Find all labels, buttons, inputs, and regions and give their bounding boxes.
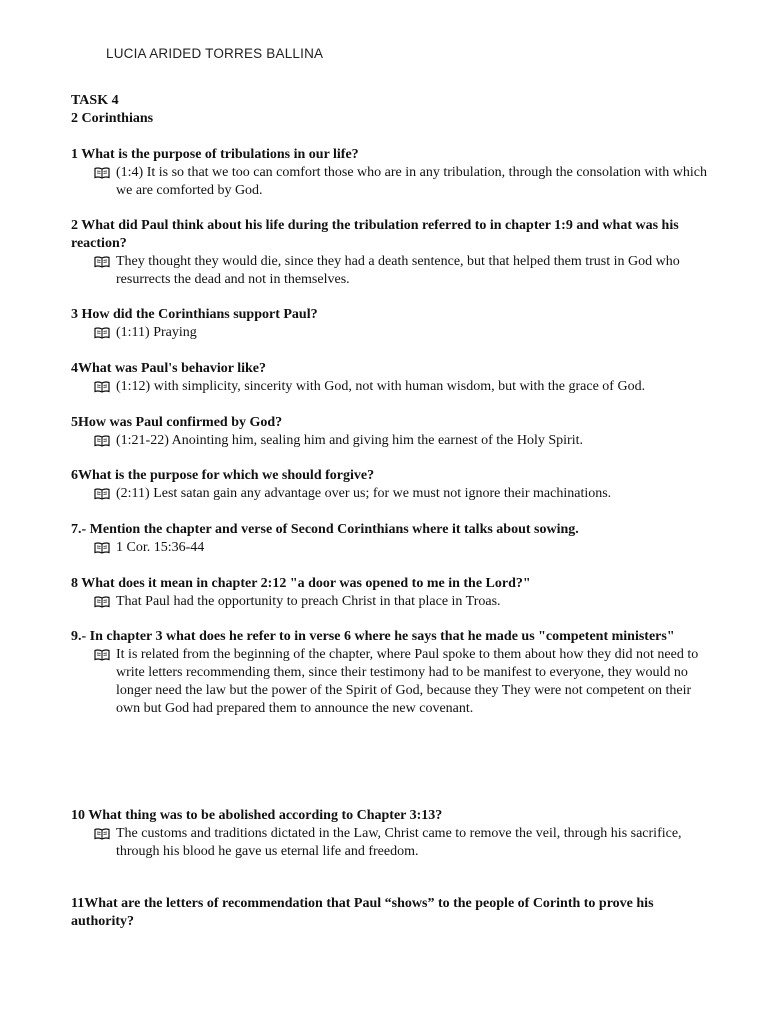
question-text: 3 How did the Corinthians support Paul? xyxy=(71,307,318,322)
author-name: LUCIA ARIDED TORRES BALLINA xyxy=(106,46,324,61)
open-book-icon xyxy=(94,825,116,861)
question-text: 6What is the purpose for which we should forgive? xyxy=(71,468,375,483)
question-text: 5How was Paul confirmed by God? xyxy=(71,415,283,430)
answer xyxy=(94,432,711,450)
answer-text: It is related from the beginning of the chapter, where Paul spoke to them about how they did not need to write letters recommending them, since their testimony had to be manifest to everyone, they would no longer need the law but the power of the Spirit of God, because they They were not competent on their own but God had prepared them to announce the new covenant. xyxy=(116,647,699,716)
answer-text: (2:11) Lest satan gain any advantage over us; for we must not ignore their machinations. xyxy=(116,486,612,501)
answer-text: (1:4) It is so that we too can comfort those who are in any tribulation, through the consolation with which we are comforted by God. xyxy=(116,165,707,198)
qa-item xyxy=(71,360,711,396)
open-book-icon xyxy=(94,164,116,200)
question-text: 10 What thing was to be abolished according to Chapter 3:13? xyxy=(71,808,443,823)
question-text: 9.- In chapter 3 what does he refer to in verse 6 where he says that he made us "competent ministers" xyxy=(71,629,675,644)
open-book-icon xyxy=(94,485,116,503)
answer xyxy=(94,324,711,342)
answer-text: The customs and traditions dictated in the Law, Christ came to remove the veil, through his sacrifice, through his blood he gave us eternal life and freedom. xyxy=(116,826,682,859)
answer-text: (1:12) with simplicity, sincerity with God, not with human wisdom, but with the grace of God. xyxy=(116,379,646,394)
answer-text: (1:21-22) Anointing him, sealing him and giving him the earnest of the Holy Spirit. xyxy=(116,433,583,448)
qa-item xyxy=(71,467,711,503)
qa-item xyxy=(71,414,711,450)
open-book-icon xyxy=(94,253,116,289)
question-text: 2 What did Paul think about his life during the tribulation referred to in chapter 1:9 and what was his reaction? xyxy=(71,218,679,251)
qa-item xyxy=(71,521,711,557)
answer-text: (1:11) Praying xyxy=(116,325,197,340)
question-text: 1 What is the purpose of tribulations in our life? xyxy=(71,147,359,162)
task-heading xyxy=(71,92,153,128)
answer xyxy=(94,593,711,611)
question-text: 4What was Paul's behavior like? xyxy=(71,361,266,376)
qa-item xyxy=(71,895,711,931)
qa-item xyxy=(71,306,711,342)
answer xyxy=(94,164,711,200)
qa-item xyxy=(71,575,711,611)
book-title: 2 Corinthians xyxy=(71,111,154,126)
answer xyxy=(94,825,711,861)
qa-item xyxy=(71,146,711,200)
open-book-icon xyxy=(94,378,116,396)
qa-item xyxy=(71,628,711,718)
answer xyxy=(94,378,711,396)
qa-item xyxy=(71,807,711,861)
qa-item xyxy=(71,217,711,289)
answer xyxy=(94,253,711,289)
open-book-icon xyxy=(94,539,116,557)
question-text: 7.- Mention the chapter and verse of Second Corinthians where it talks about sowing. xyxy=(71,522,579,537)
answer-text: They thought they would die, since they had a death sentence, but that helped them trust in God who resurrects the dead and not in themselves. xyxy=(116,254,680,287)
question-text: 8 What does it mean in chapter 2:12 "a door was opened to me in the Lord?" xyxy=(71,576,531,591)
answer-text: 1 Cor. 15:36-44 xyxy=(116,540,205,555)
open-book-icon xyxy=(94,593,116,611)
open-book-icon xyxy=(94,646,116,718)
answer-text: That Paul had the opportunity to preach Christ in that place in Troas. xyxy=(116,594,501,609)
answer xyxy=(94,485,711,503)
question-text: 11What are the letters of recommendation that Paul “shows” to the people of Corinth to prove his authority? xyxy=(71,896,654,929)
answer xyxy=(94,646,711,718)
answer xyxy=(94,539,711,557)
open-book-icon xyxy=(94,432,116,450)
open-book-icon xyxy=(94,324,116,342)
task-title: TASK 4 xyxy=(71,93,119,108)
